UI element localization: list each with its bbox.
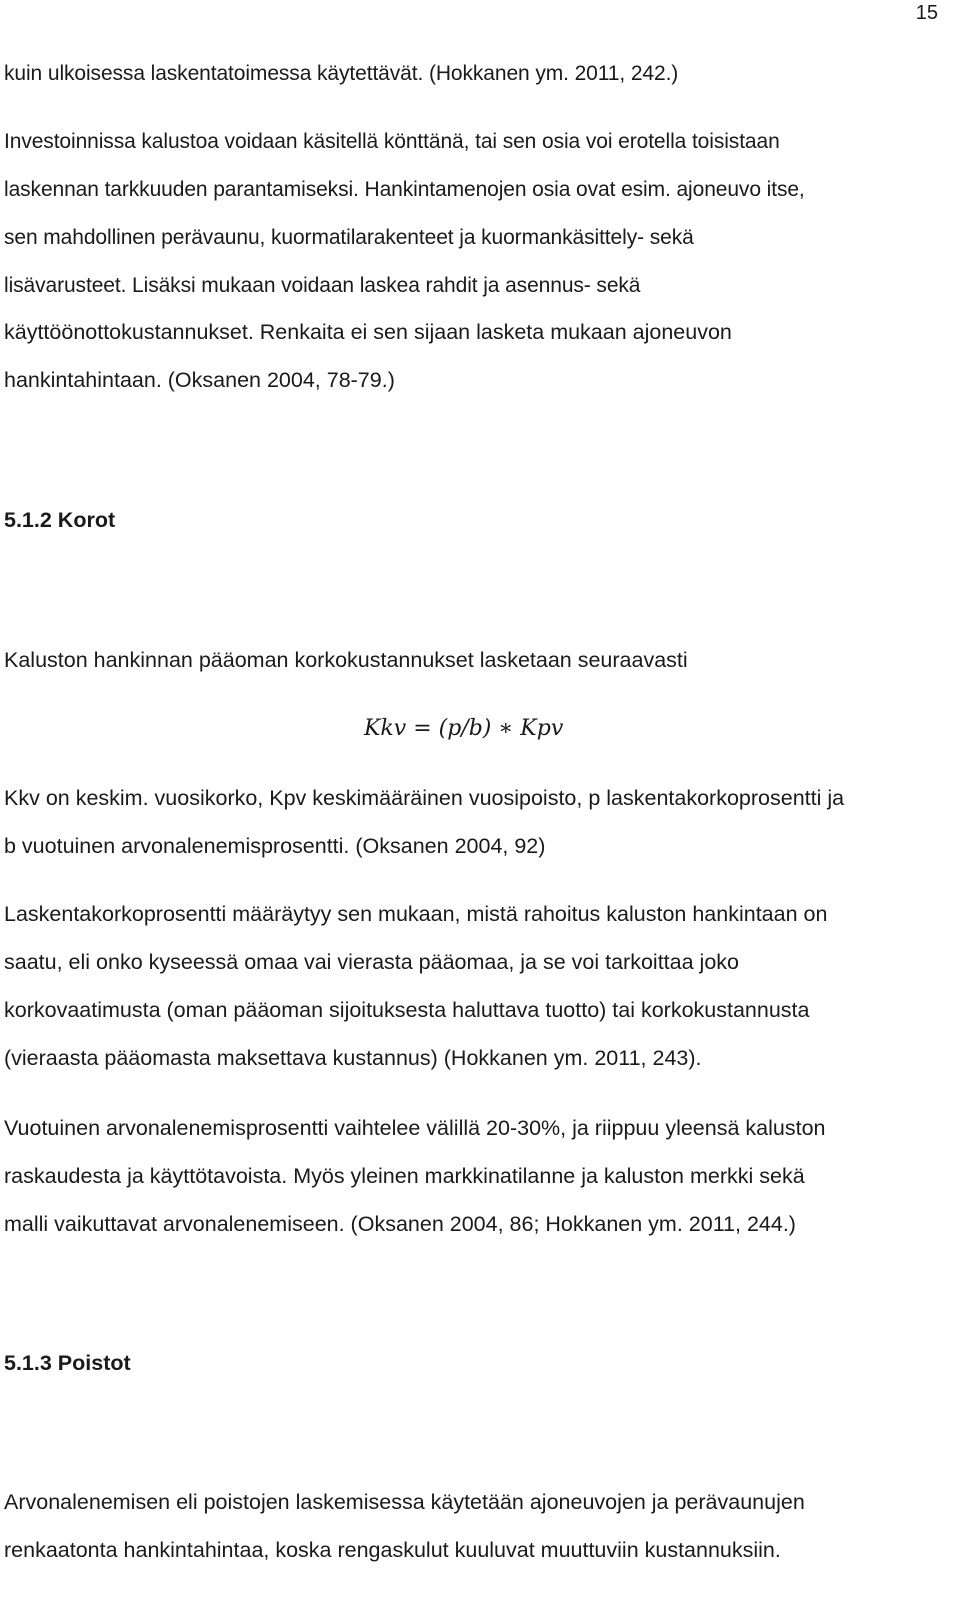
paragraph-line: käyttöönottokustannukset. Renkaita ei sen sijaan lasketa mukaan ajoneuvon xyxy=(4,320,732,344)
paragraph-line: Investoinnissa kalustoa voidaan käsitellä könttänä, tai sen osia voi erotella toisistaan xyxy=(4,130,780,153)
paragraph-line: lisävarusteet. Lisäksi mukaan voidaan laskea rahdit ja asennus- sekä xyxy=(4,274,641,297)
paragraph-line: sen mahdollinen perävaunu, kuormatilarakenteet ja kuormankäsittely- sekä xyxy=(4,226,694,249)
paragraph-line: Kkv on keskim. vuosikorko, Kpv keskimääräinen vuosipoisto, p laskentakorkoprosentti ja xyxy=(4,786,845,810)
paragraph-line: Laskentakorkoprosentti määräytyy sen mukaan, mistä rahoitus kaluston hankintaan on xyxy=(4,902,828,926)
page-number: 15 xyxy=(915,2,938,24)
paragraph-line: korkovaatimusta (oman pääoman sijoituksesta haluttava tuotto) tai korkokustannusta xyxy=(4,998,810,1022)
paragraph-line: Arvonalenemisen eli poistojen laskemisessa käytetään ajoneuvojen ja perävaunujen xyxy=(4,1490,805,1514)
paragraph-line: raskaudesta ja käyttötavoista. Myös yleinen markkinatilanne ja kaluston merkki sekä xyxy=(4,1164,805,1188)
paragraph-line: b vuotuinen arvonalenemisprosentti. (Oksanen 2004, 92) xyxy=(4,834,546,858)
paragraph-line: (vieraasta pääomasta maksettava kustannus) (Hokkanen ym. 2011, 243). xyxy=(4,1046,702,1070)
paragraph-line: laskennan tarkkuuden parantamiseksi. Hankintamenojen osia ovat esim. ajoneuvo itse, xyxy=(4,178,805,201)
paragraph-line: Kaluston hankinnan pääoman korkokustannukset lasketaan seuraavasti xyxy=(4,648,688,672)
paragraph-line: saatu, eli onko kyseessä omaa vai vierasta pääomaa, ja se voi tarkoittaa joko xyxy=(4,950,739,974)
section-heading: 5.1.2 Korot xyxy=(4,508,116,532)
paragraph-line: renkaatonta hankintahintaa, koska rengaskulut kuuluvat muuttuviin kustannuksiin. xyxy=(4,1538,781,1562)
paragraph-line: Vuotuinen arvonalenemisprosentti vaihtelee välillä 20-30%, ja riippuu yleensä kaluston xyxy=(4,1116,826,1140)
formula: Kkv = (p/b) ∗ Kpv xyxy=(364,716,564,741)
paragraph-line: hankintahintaan. (Oksanen 2004, 78-79.) xyxy=(4,368,395,392)
section-heading: 5.1.3 Poistot xyxy=(4,1351,131,1375)
paragraph-line: kuin ulkoisessa laskentatoimessa käytettävät. (Hokkanen ym. 2011, 242.) xyxy=(4,62,679,85)
paragraph-line: malli vaikuttavat arvonalenemiseen. (Oksanen 2004, 86; Hokkanen ym. 2011, 244.) xyxy=(4,1212,796,1236)
